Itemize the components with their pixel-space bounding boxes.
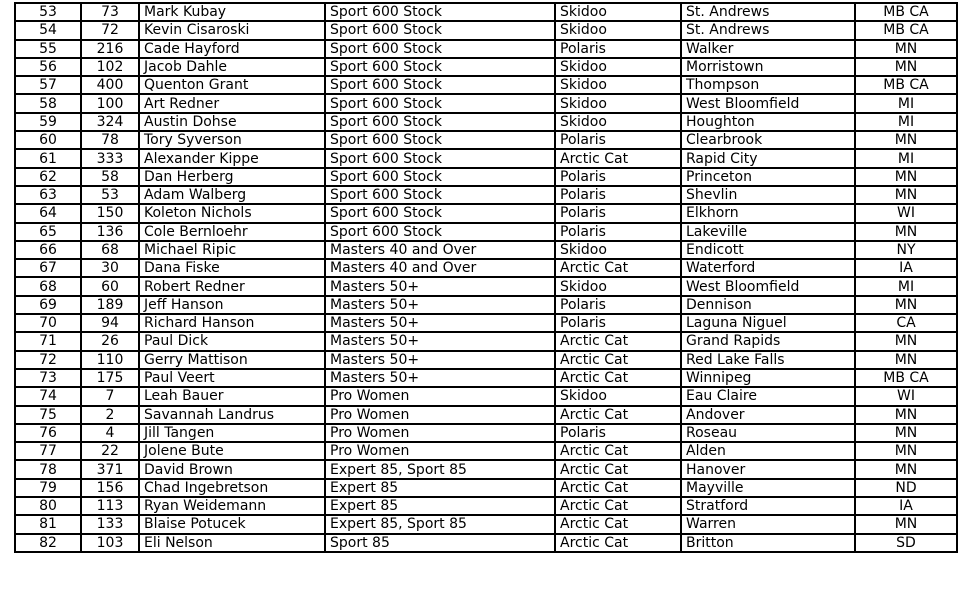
state-cell: MI bbox=[855, 113, 957, 131]
sled-make-cell: Arctic Cat bbox=[555, 332, 681, 350]
row-number-cell: 69 bbox=[15, 296, 81, 314]
sled-make-cell: Arctic Cat bbox=[555, 442, 681, 460]
state-cell: MN bbox=[855, 186, 957, 204]
bib-number-cell: 110 bbox=[81, 351, 139, 369]
sled-make-cell: Arctic Cat bbox=[555, 259, 681, 277]
sled-make-cell: Polaris bbox=[555, 424, 681, 442]
hometown-cell: St. Andrews bbox=[681, 21, 855, 39]
bib-number-cell: 324 bbox=[81, 113, 139, 131]
racer-name-cell: Cole Bernloehr bbox=[139, 223, 325, 241]
entry-list-table bbox=[14, 2, 958, 553]
row-number-cell: 79 bbox=[15, 479, 81, 497]
racer-name-cell: Leah Bauer bbox=[139, 387, 325, 405]
racer-name-cell: Savannah Landrus bbox=[139, 406, 325, 424]
bib-number-cell: 371 bbox=[81, 460, 139, 478]
state-cell: MI bbox=[855, 277, 957, 295]
racer-name-cell: Eli Nelson bbox=[139, 534, 325, 552]
table-row bbox=[15, 186, 957, 204]
sled-make-cell: Skidoo bbox=[555, 113, 681, 131]
row-number-cell: 67 bbox=[15, 259, 81, 277]
table-row bbox=[15, 223, 957, 241]
bib-number-cell: 78 bbox=[81, 131, 139, 149]
class-cell: Sport 600 Stock bbox=[325, 131, 555, 149]
sled-make-cell: Skidoo bbox=[555, 76, 681, 94]
class-cell: Expert 85 bbox=[325, 479, 555, 497]
table-row bbox=[15, 387, 957, 405]
table-row bbox=[15, 113, 957, 131]
class-cell: Sport 600 Stock bbox=[325, 94, 555, 112]
bib-number-cell: 400 bbox=[81, 76, 139, 94]
state-cell: MB CA bbox=[855, 76, 957, 94]
class-cell: Masters 50+ bbox=[325, 296, 555, 314]
hometown-cell: Clearbrook bbox=[681, 131, 855, 149]
class-cell: Masters 50+ bbox=[325, 351, 555, 369]
bib-number-cell: 68 bbox=[81, 241, 139, 259]
table-row bbox=[15, 369, 957, 387]
table-row bbox=[15, 442, 957, 460]
row-number-cell: 70 bbox=[15, 314, 81, 332]
sled-make-cell: Polaris bbox=[555, 186, 681, 204]
class-cell: Sport 600 Stock bbox=[325, 186, 555, 204]
bib-number-cell: 72 bbox=[81, 21, 139, 39]
bib-number-cell: 102 bbox=[81, 58, 139, 76]
state-cell: MN bbox=[855, 424, 957, 442]
table-row bbox=[15, 332, 957, 350]
row-number-cell: 66 bbox=[15, 241, 81, 259]
hometown-cell: Stratford bbox=[681, 497, 855, 515]
state-cell: SD bbox=[855, 534, 957, 552]
bib-number-cell: 100 bbox=[81, 94, 139, 112]
table-row bbox=[15, 497, 957, 515]
racer-name-cell: Michael Ripic bbox=[139, 241, 325, 259]
racer-name-cell: Chad Ingebretson bbox=[139, 479, 325, 497]
hometown-cell: Roseau bbox=[681, 424, 855, 442]
state-cell: MN bbox=[855, 131, 957, 149]
hometown-cell: Andover bbox=[681, 406, 855, 424]
state-cell: MN bbox=[855, 351, 957, 369]
sled-make-cell: Arctic Cat bbox=[555, 351, 681, 369]
state-cell: MB CA bbox=[855, 3, 957, 21]
row-number-cell: 58 bbox=[15, 94, 81, 112]
class-cell: Sport 600 Stock bbox=[325, 223, 555, 241]
state-cell: NY bbox=[855, 241, 957, 259]
sled-make-cell: Arctic Cat bbox=[555, 460, 681, 478]
table-row bbox=[15, 3, 957, 21]
class-cell: Sport 600 Stock bbox=[325, 40, 555, 58]
bib-number-cell: 26 bbox=[81, 332, 139, 350]
sled-make-cell: Polaris bbox=[555, 296, 681, 314]
sled-make-cell: Polaris bbox=[555, 131, 681, 149]
class-cell: Pro Women bbox=[325, 442, 555, 460]
state-cell: CA bbox=[855, 314, 957, 332]
bib-number-cell: 156 bbox=[81, 479, 139, 497]
bib-number-cell: 2 bbox=[81, 406, 139, 424]
racer-name-cell: Jolene Bute bbox=[139, 442, 325, 460]
table-row bbox=[15, 406, 957, 424]
hometown-cell: Eau Claire bbox=[681, 387, 855, 405]
class-cell: Sport 600 Stock bbox=[325, 76, 555, 94]
bib-number-cell: 4 bbox=[81, 424, 139, 442]
row-number-cell: 62 bbox=[15, 168, 81, 186]
row-number-cell: 73 bbox=[15, 369, 81, 387]
row-number-cell: 59 bbox=[15, 113, 81, 131]
class-cell: Sport 600 Stock bbox=[325, 204, 555, 222]
racer-name-cell: Austin Dohse bbox=[139, 113, 325, 131]
state-cell: IA bbox=[855, 259, 957, 277]
racer-name-cell: Jill Tangen bbox=[139, 424, 325, 442]
sled-make-cell: Skidoo bbox=[555, 58, 681, 76]
sled-make-cell: Arctic Cat bbox=[555, 497, 681, 515]
class-cell: Masters 50+ bbox=[325, 277, 555, 295]
table-row bbox=[15, 351, 957, 369]
table-row bbox=[15, 259, 957, 277]
bib-number-cell: 73 bbox=[81, 3, 139, 21]
state-cell: MN bbox=[855, 442, 957, 460]
racer-name-cell: Tory Syverson bbox=[139, 131, 325, 149]
sled-make-cell: Polaris bbox=[555, 314, 681, 332]
racer-name-cell: Blaise Potucek bbox=[139, 515, 325, 533]
class-cell: Expert 85 bbox=[325, 497, 555, 515]
row-number-cell: 81 bbox=[15, 515, 81, 533]
state-cell: ND bbox=[855, 479, 957, 497]
hometown-cell: Walker bbox=[681, 40, 855, 58]
class-cell: Masters 50+ bbox=[325, 314, 555, 332]
racer-name-cell: Paul Veert bbox=[139, 369, 325, 387]
hometown-cell: Lakeville bbox=[681, 223, 855, 241]
table-row bbox=[15, 58, 957, 76]
racer-name-cell: Richard Hanson bbox=[139, 314, 325, 332]
table-row bbox=[15, 479, 957, 497]
bib-number-cell: 189 bbox=[81, 296, 139, 314]
bib-number-cell: 58 bbox=[81, 168, 139, 186]
sled-make-cell: Polaris bbox=[555, 204, 681, 222]
table-row bbox=[15, 21, 957, 39]
class-cell: Sport 600 Stock bbox=[325, 21, 555, 39]
bib-number-cell: 30 bbox=[81, 259, 139, 277]
row-number-cell: 82 bbox=[15, 534, 81, 552]
state-cell: MN bbox=[855, 296, 957, 314]
state-cell: MB CA bbox=[855, 21, 957, 39]
sled-make-cell: Polaris bbox=[555, 168, 681, 186]
row-number-cell: 65 bbox=[15, 223, 81, 241]
racer-name-cell: Robert Redner bbox=[139, 277, 325, 295]
bib-number-cell: 94 bbox=[81, 314, 139, 332]
row-number-cell: 77 bbox=[15, 442, 81, 460]
sled-make-cell: Skidoo bbox=[555, 387, 681, 405]
entry-list-body bbox=[15, 3, 957, 552]
hometown-cell: Dennison bbox=[681, 296, 855, 314]
racer-name-cell: Ryan Weidemann bbox=[139, 497, 325, 515]
racer-name-cell: Mark Kubay bbox=[139, 3, 325, 21]
racer-name-cell: Quenton Grant bbox=[139, 76, 325, 94]
state-cell: WI bbox=[855, 387, 957, 405]
state-cell: MN bbox=[855, 460, 957, 478]
row-number-cell: 80 bbox=[15, 497, 81, 515]
class-cell: Masters 40 and Over bbox=[325, 241, 555, 259]
hometown-cell: Princeton bbox=[681, 168, 855, 186]
sled-make-cell: Arctic Cat bbox=[555, 406, 681, 424]
state-cell: MN bbox=[855, 58, 957, 76]
class-cell: Expert 85, Sport 85 bbox=[325, 460, 555, 478]
sled-make-cell: Skidoo bbox=[555, 3, 681, 21]
racer-name-cell: Cade Hayford bbox=[139, 40, 325, 58]
hometown-cell: Endicott bbox=[681, 241, 855, 259]
table-row bbox=[15, 168, 957, 186]
bib-number-cell: 133 bbox=[81, 515, 139, 533]
racer-name-cell: Dana Fiske bbox=[139, 259, 325, 277]
racer-name-cell: Kevin Cisaroski bbox=[139, 21, 325, 39]
state-cell: IA bbox=[855, 497, 957, 515]
sled-make-cell: Arctic Cat bbox=[555, 369, 681, 387]
class-cell: Expert 85, Sport 85 bbox=[325, 515, 555, 533]
sled-make-cell: Polaris bbox=[555, 223, 681, 241]
bib-number-cell: 333 bbox=[81, 149, 139, 167]
hometown-cell: West Bloomfield bbox=[681, 277, 855, 295]
racer-name-cell: David Brown bbox=[139, 460, 325, 478]
sled-make-cell: Arctic Cat bbox=[555, 515, 681, 533]
row-number-cell: 75 bbox=[15, 406, 81, 424]
hometown-cell: Morristown bbox=[681, 58, 855, 76]
class-cell: Pro Women bbox=[325, 406, 555, 424]
class-cell: Masters 40 and Over bbox=[325, 259, 555, 277]
state-cell: WI bbox=[855, 204, 957, 222]
class-cell: Sport 600 Stock bbox=[325, 168, 555, 186]
sled-make-cell: Skidoo bbox=[555, 241, 681, 259]
state-cell: MN bbox=[855, 515, 957, 533]
state-cell: MN bbox=[855, 223, 957, 241]
row-number-cell: 72 bbox=[15, 351, 81, 369]
row-number-cell: 78 bbox=[15, 460, 81, 478]
table-row bbox=[15, 314, 957, 332]
state-cell: MI bbox=[855, 149, 957, 167]
racer-name-cell: Art Redner bbox=[139, 94, 325, 112]
class-cell: Sport 600 Stock bbox=[325, 3, 555, 21]
class-cell: Masters 50+ bbox=[325, 332, 555, 350]
class-cell: Pro Women bbox=[325, 424, 555, 442]
hometown-cell: West Bloomfield bbox=[681, 94, 855, 112]
table-row bbox=[15, 40, 957, 58]
row-number-cell: 54 bbox=[15, 21, 81, 39]
hometown-cell: Shevlin bbox=[681, 186, 855, 204]
hometown-cell: Houghton bbox=[681, 113, 855, 131]
row-number-cell: 71 bbox=[15, 332, 81, 350]
row-number-cell: 68 bbox=[15, 277, 81, 295]
table-row bbox=[15, 424, 957, 442]
table-row bbox=[15, 241, 957, 259]
racer-name-cell: Koleton Nichols bbox=[139, 204, 325, 222]
racer-name-cell: Jacob Dahle bbox=[139, 58, 325, 76]
racer-name-cell: Jeff Hanson bbox=[139, 296, 325, 314]
racer-name-cell: Adam Walberg bbox=[139, 186, 325, 204]
sled-make-cell: Arctic Cat bbox=[555, 149, 681, 167]
bib-number-cell: 175 bbox=[81, 369, 139, 387]
bib-number-cell: 136 bbox=[81, 223, 139, 241]
row-number-cell: 76 bbox=[15, 424, 81, 442]
row-number-cell: 64 bbox=[15, 204, 81, 222]
hometown-cell: Britton bbox=[681, 534, 855, 552]
table-row bbox=[15, 534, 957, 552]
bib-number-cell: 216 bbox=[81, 40, 139, 58]
class-cell: Sport 85 bbox=[325, 534, 555, 552]
sled-make-cell: Arctic Cat bbox=[555, 534, 681, 552]
hometown-cell: Laguna Niguel bbox=[681, 314, 855, 332]
bib-number-cell: 150 bbox=[81, 204, 139, 222]
hometown-cell: Alden bbox=[681, 442, 855, 460]
table-row bbox=[15, 149, 957, 167]
sled-make-cell: Skidoo bbox=[555, 277, 681, 295]
bib-number-cell: 103 bbox=[81, 534, 139, 552]
hometown-cell: Thompson bbox=[681, 76, 855, 94]
hometown-cell: Grand Rapids bbox=[681, 332, 855, 350]
table-row bbox=[15, 277, 957, 295]
row-number-cell: 57 bbox=[15, 76, 81, 94]
state-cell: MB CA bbox=[855, 369, 957, 387]
row-number-cell: 53 bbox=[15, 3, 81, 21]
state-cell: MN bbox=[855, 406, 957, 424]
bib-number-cell: 22 bbox=[81, 442, 139, 460]
sled-make-cell: Skidoo bbox=[555, 21, 681, 39]
hometown-cell: Rapid City bbox=[681, 149, 855, 167]
table-row bbox=[15, 460, 957, 478]
racer-name-cell: Dan Herberg bbox=[139, 168, 325, 186]
row-number-cell: 60 bbox=[15, 131, 81, 149]
hometown-cell: Mayville bbox=[681, 479, 855, 497]
hometown-cell: Elkhorn bbox=[681, 204, 855, 222]
state-cell: MN bbox=[855, 168, 957, 186]
state-cell: MI bbox=[855, 94, 957, 112]
hometown-cell: Waterford bbox=[681, 259, 855, 277]
hometown-cell: Hanover bbox=[681, 460, 855, 478]
bib-number-cell: 53 bbox=[81, 186, 139, 204]
table-row bbox=[15, 94, 957, 112]
bib-number-cell: 7 bbox=[81, 387, 139, 405]
state-cell: MN bbox=[855, 332, 957, 350]
state-cell: MN bbox=[855, 40, 957, 58]
racer-name-cell: Paul Dick bbox=[139, 332, 325, 350]
hometown-cell: Winnipeg bbox=[681, 369, 855, 387]
hometown-cell: Warren bbox=[681, 515, 855, 533]
class-cell: Sport 600 Stock bbox=[325, 113, 555, 131]
racer-name-cell: Gerry Mattison bbox=[139, 351, 325, 369]
row-number-cell: 55 bbox=[15, 40, 81, 58]
class-cell: Masters 50+ bbox=[325, 369, 555, 387]
table-row bbox=[15, 131, 957, 149]
table-row bbox=[15, 76, 957, 94]
row-number-cell: 56 bbox=[15, 58, 81, 76]
table-row bbox=[15, 204, 957, 222]
class-cell: Sport 600 Stock bbox=[325, 149, 555, 167]
sled-make-cell: Arctic Cat bbox=[555, 479, 681, 497]
sled-make-cell: Polaris bbox=[555, 40, 681, 58]
sled-make-cell: Skidoo bbox=[555, 94, 681, 112]
racer-name-cell: Alexander Kippe bbox=[139, 149, 325, 167]
row-number-cell: 74 bbox=[15, 387, 81, 405]
table-row bbox=[15, 515, 957, 533]
row-number-cell: 61 bbox=[15, 149, 81, 167]
class-cell: Pro Women bbox=[325, 387, 555, 405]
hometown-cell: Red Lake Falls bbox=[681, 351, 855, 369]
bib-number-cell: 60 bbox=[81, 277, 139, 295]
row-number-cell: 63 bbox=[15, 186, 81, 204]
bib-number-cell: 113 bbox=[81, 497, 139, 515]
table-row bbox=[15, 296, 957, 314]
hometown-cell: St. Andrews bbox=[681, 3, 855, 21]
class-cell: Sport 600 Stock bbox=[325, 58, 555, 76]
